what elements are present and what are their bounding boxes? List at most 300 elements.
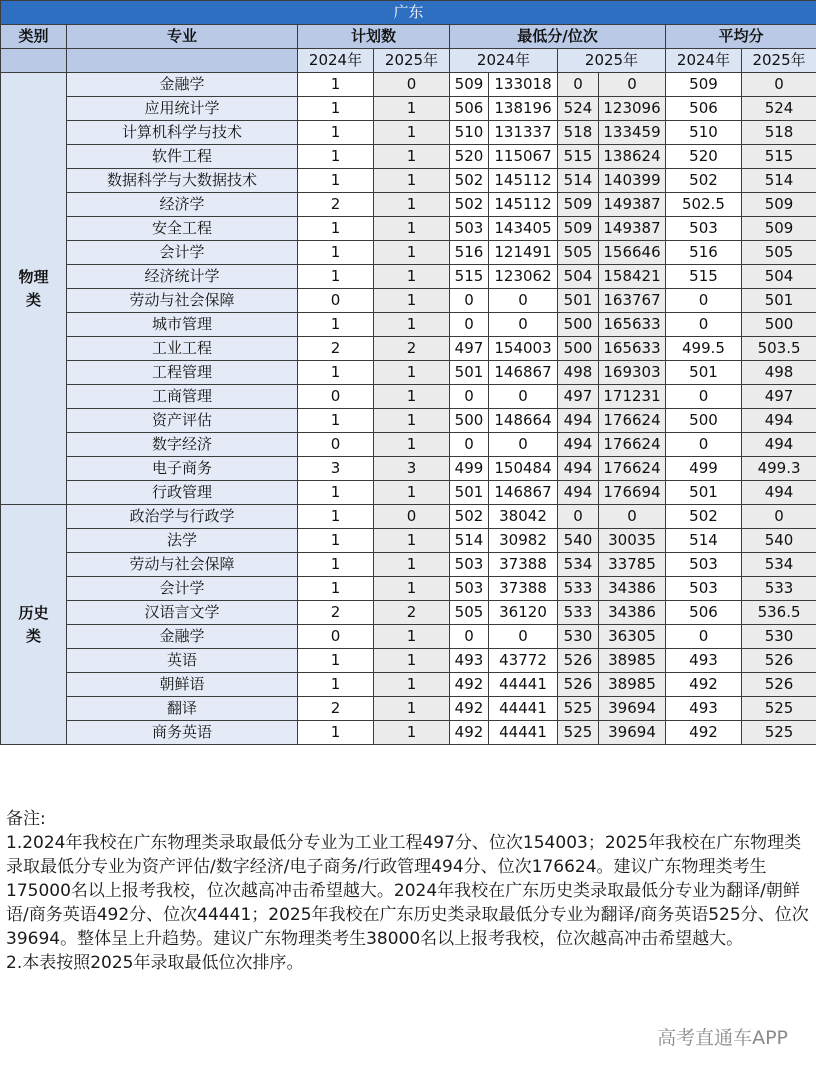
min-score-2025: 504	[558, 265, 599, 289]
min-score-2025: 533	[558, 601, 599, 625]
table-row	[1, 241, 816, 265]
major-name: 电子商务	[67, 457, 298, 481]
min-rank-2024: 145112	[489, 193, 558, 217]
plan-2024: 1	[298, 73, 374, 97]
min-score-2024: 0	[450, 625, 489, 649]
table-row	[1, 337, 816, 361]
plan-2024: 0	[298, 289, 374, 313]
table-row	[1, 601, 816, 625]
min-rank-2025: 36305	[599, 625, 666, 649]
min-rank-2024: 123062	[489, 265, 558, 289]
min-score-2025: 534	[558, 553, 599, 577]
min-rank-2025: 38985	[599, 649, 666, 673]
plan-2025: 0	[374, 505, 450, 529]
plan-2025: 0	[374, 73, 450, 97]
avg-2025: 525	[742, 697, 816, 721]
min-score-2024: 0	[450, 313, 489, 337]
plan-2025: 1	[374, 433, 450, 457]
plan-2024: 1	[298, 265, 374, 289]
subheader-plan-2025: 2025年	[374, 49, 450, 73]
min-rank-2025: 165633	[599, 337, 666, 361]
avg-2025: 497	[742, 385, 816, 409]
avg-2024: 499.5	[666, 337, 742, 361]
table-row	[1, 409, 816, 433]
plan-2025: 2	[374, 601, 450, 625]
avg-2024: 503	[666, 217, 742, 241]
min-rank-2024: 138196	[489, 97, 558, 121]
min-rank-2025: 176624	[599, 409, 666, 433]
avg-2025: 0	[742, 73, 816, 97]
plan-2025: 1	[374, 673, 450, 697]
avg-2024: 493	[666, 649, 742, 673]
min-score-2024: 502	[450, 169, 489, 193]
min-rank-2025: 133459	[599, 121, 666, 145]
major-name: 城市管理	[67, 313, 298, 337]
min-score-2024: 492	[450, 673, 489, 697]
min-score-2024: 510	[450, 121, 489, 145]
min-rank-2025: 163767	[599, 289, 666, 313]
min-score-2025: 509	[558, 217, 599, 241]
avg-2024: 0	[666, 433, 742, 457]
min-rank-2024: 145112	[489, 169, 558, 193]
min-rank-2024: 148664	[489, 409, 558, 433]
avg-2025: 505	[742, 241, 816, 265]
min-score-2025: 494	[558, 481, 599, 505]
min-score-2024: 492	[450, 721, 489, 745]
major-name: 金融学	[67, 625, 298, 649]
major-name: 翻译	[67, 697, 298, 721]
min-rank-2024: 30982	[489, 529, 558, 553]
min-rank-2025: 149387	[599, 193, 666, 217]
min-rank-2024: 150484	[489, 457, 558, 481]
min-rank-2025: 34386	[599, 577, 666, 601]
plan-2024: 1	[298, 721, 374, 745]
major-name: 工商管理	[67, 385, 298, 409]
plan-2024: 1	[298, 577, 374, 601]
plan-2024: 1	[298, 361, 374, 385]
avg-2024: 502	[666, 505, 742, 529]
table-row	[1, 145, 816, 169]
min-rank-2024: 146867	[489, 481, 558, 505]
min-rank-2025: 149387	[599, 217, 666, 241]
major-name: 汉语言文学	[67, 601, 298, 625]
plan-2024: 1	[298, 145, 374, 169]
plan-2025: 1	[374, 145, 450, 169]
plan-2025: 1	[374, 361, 450, 385]
avg-2025: 526	[742, 649, 816, 673]
min-score-2025: 526	[558, 649, 599, 673]
plan-2024: 2	[298, 697, 374, 721]
avg-2025: 515	[742, 145, 816, 169]
plan-2024: 2	[298, 337, 374, 361]
major-name: 数据科学与大数据技术	[67, 169, 298, 193]
major-name: 应用统计学	[67, 97, 298, 121]
min-score-2024: 500	[450, 409, 489, 433]
min-score-2024: 0	[450, 433, 489, 457]
plan-2024: 1	[298, 481, 374, 505]
min-rank-2025: 158421	[599, 265, 666, 289]
major-name: 会计学	[67, 577, 298, 601]
watermark-text: 高考直通车APP	[657, 1027, 788, 1049]
major-name: 行政管理	[67, 481, 298, 505]
min-rank-2025: 0	[599, 73, 666, 97]
table-row	[1, 697, 816, 721]
plan-2025: 1	[374, 265, 450, 289]
table-row	[1, 385, 816, 409]
table-row	[1, 721, 816, 745]
plan-2025: 1	[374, 409, 450, 433]
major-name: 朝鲜语	[67, 673, 298, 697]
min-rank-2025: 123096	[599, 97, 666, 121]
table-title: 广东	[1, 1, 816, 25]
min-score-2024: 499	[450, 457, 489, 481]
avg-2025: 509	[742, 217, 816, 241]
major-name: 工业工程	[67, 337, 298, 361]
table-row	[1, 97, 816, 121]
min-score-2024: 520	[450, 145, 489, 169]
plan-2025: 1	[374, 481, 450, 505]
min-score-2025: 514	[558, 169, 599, 193]
plan-2025: 1	[374, 577, 450, 601]
avg-2024: 501	[666, 361, 742, 385]
plan-2024: 1	[298, 409, 374, 433]
min-rank-2025: 0	[599, 505, 666, 529]
major-name: 工程管理	[67, 361, 298, 385]
avg-2024: 0	[666, 289, 742, 313]
major-name: 金融学	[67, 73, 298, 97]
min-rank-2024: 44441	[489, 673, 558, 697]
plan-2024: 0	[298, 433, 374, 457]
subheader-blank	[67, 49, 298, 73]
table-row	[1, 457, 816, 481]
min-score-2025: 524	[558, 97, 599, 121]
plan-2025: 1	[374, 649, 450, 673]
major-name: 商务英语	[67, 721, 298, 745]
plan-2024: 1	[298, 241, 374, 265]
min-rank-2025: 165633	[599, 313, 666, 337]
table-row	[1, 529, 816, 553]
min-score-2025: 505	[558, 241, 599, 265]
major-name: 数字经济	[67, 433, 298, 457]
plan-2024: 2	[298, 601, 374, 625]
avg-2025: 503.5	[742, 337, 816, 361]
min-score-2025: 0	[558, 505, 599, 529]
avg-2024: 500	[666, 409, 742, 433]
avg-2025: 0	[742, 505, 816, 529]
min-score-2025: 533	[558, 577, 599, 601]
avg-2024: 506	[666, 601, 742, 625]
min-score-2024: 497	[450, 337, 489, 361]
major-name: 英语	[67, 649, 298, 673]
min-score-2025: 526	[558, 673, 599, 697]
table-row	[1, 169, 816, 193]
subheader-blank	[1, 49, 67, 73]
min-score-2024: 509	[450, 73, 489, 97]
min-score-2024: 505	[450, 601, 489, 625]
min-score-2025: 525	[558, 697, 599, 721]
min-score-2025: 501	[558, 289, 599, 313]
plan-2024: 2	[298, 193, 374, 217]
subheader-plan-2024: 2024年	[298, 49, 374, 73]
header-average: 平均分	[666, 25, 816, 49]
plan-2025: 1	[374, 313, 450, 337]
avg-2025: 533	[742, 577, 816, 601]
avg-2025: 498	[742, 361, 816, 385]
plan-2025: 1	[374, 529, 450, 553]
plan-2024: 1	[298, 97, 374, 121]
min-rank-2024: 133018	[489, 73, 558, 97]
header-min-score-rank: 最低分/位次	[450, 25, 666, 49]
plan-2024: 1	[298, 313, 374, 337]
plan-2024: 1	[298, 505, 374, 529]
avg-2024: 492	[666, 673, 742, 697]
plan-2025: 1	[374, 193, 450, 217]
avg-2024: 502.5	[666, 193, 742, 217]
table-row	[1, 481, 816, 505]
min-score-2024: 492	[450, 697, 489, 721]
min-score-2025: 509	[558, 193, 599, 217]
min-score-2024: 0	[450, 385, 489, 409]
min-rank-2024: 121491	[489, 241, 558, 265]
avg-2025: 524	[742, 97, 816, 121]
min-rank-2024: 44441	[489, 721, 558, 745]
min-rank-2024: 38042	[489, 505, 558, 529]
avg-2025: 499.3	[742, 457, 816, 481]
plan-2025: 1	[374, 121, 450, 145]
min-rank-2025: 38985	[599, 673, 666, 697]
header-category: 类别	[1, 25, 67, 49]
min-score-2025: 518	[558, 121, 599, 145]
avg-2024: 514	[666, 529, 742, 553]
min-rank-2024: 0	[489, 433, 558, 457]
min-rank-2024: 0	[489, 289, 558, 313]
min-score-2024: 514	[450, 529, 489, 553]
table-row	[1, 649, 816, 673]
avg-2024: 516	[666, 241, 742, 265]
plan-2024: 1	[298, 673, 374, 697]
subheader-min-2025: 2025年	[558, 49, 666, 73]
avg-2024: 502	[666, 169, 742, 193]
min-rank-2024: 0	[489, 313, 558, 337]
min-score-2025: 500	[558, 313, 599, 337]
avg-2024: 515	[666, 265, 742, 289]
min-rank-2025: 39694	[599, 697, 666, 721]
min-rank-2024: 0	[489, 625, 558, 649]
min-rank-2025: 30035	[599, 529, 666, 553]
notes-heading: 备注:	[6, 809, 46, 829]
min-score-2025: 497	[558, 385, 599, 409]
major-name: 劳动与社会保障	[67, 553, 298, 577]
min-score-2025: 0	[558, 73, 599, 97]
min-rank-2025: 156646	[599, 241, 666, 265]
min-score-2024: 515	[450, 265, 489, 289]
plan-2024: 0	[298, 625, 374, 649]
avg-2025: 500	[742, 313, 816, 337]
major-name: 计算机科学与技术	[67, 121, 298, 145]
min-score-2024: 503	[450, 577, 489, 601]
plan-2025: 1	[374, 217, 450, 241]
min-rank-2025: 34386	[599, 601, 666, 625]
min-rank-2025: 138624	[599, 145, 666, 169]
min-score-2024: 502	[450, 505, 489, 529]
table-row	[1, 553, 816, 577]
min-score-2025: 540	[558, 529, 599, 553]
plan-2024: 1	[298, 217, 374, 241]
avg-2024: 0	[666, 625, 742, 649]
plan-2025: 1	[374, 289, 450, 313]
plan-2024: 1	[298, 553, 374, 577]
avg-2025: 518	[742, 121, 816, 145]
plan-2024: 1	[298, 649, 374, 673]
avg-2024: 499	[666, 457, 742, 481]
notes-item-1: 1.2024年我校在广东物理类录取最低分专业为工业工程497分、位次154003；2025年我校在广东物理类录取最低分专业为资产评估/数字经济/电子商务/行政管理494分、位次176624。建议广东物理类考生175000名以上报考我校，位次越高冲击希望越大。2024年我校在广东历史类录取最低分专业为翻译/朝鲜语/商务英语492分、位次44441；2025年我校在广东历史类录取最低分专业为翻译/商务英语525分、位次39694。整体呈上升趋势。建议广东物理类考生38000名以上报考我校，位次越高冲击希望越大。	[6, 833, 809, 949]
notes-section	[6, 807, 812, 975]
major-name: 政治学与行政学	[67, 505, 298, 529]
avg-2024: 503	[666, 553, 742, 577]
avg-2024: 0	[666, 385, 742, 409]
table-row	[1, 673, 816, 697]
min-score-2025: 530	[558, 625, 599, 649]
min-score-2025: 498	[558, 361, 599, 385]
min-score-2024: 493	[450, 649, 489, 673]
notes-item-2: 2.本表按照2025年录取最低位次排序。	[6, 953, 304, 973]
avg-2025: 504	[742, 265, 816, 289]
avg-2024: 520	[666, 145, 742, 169]
min-rank-2024: 146867	[489, 361, 558, 385]
min-score-2024: 506	[450, 97, 489, 121]
avg-2025: 494	[742, 409, 816, 433]
plan-2025: 1	[374, 241, 450, 265]
major-name: 安全工程	[67, 217, 298, 241]
avg-2024: 0	[666, 313, 742, 337]
major-name: 经济学	[67, 193, 298, 217]
plan-2025: 2	[374, 337, 450, 361]
avg-2024: 503	[666, 577, 742, 601]
avg-2025: 514	[742, 169, 816, 193]
category-label: 物理类	[18, 267, 49, 309]
plan-2025: 1	[374, 385, 450, 409]
plan-2024: 1	[298, 529, 374, 553]
plan-2024: 0	[298, 385, 374, 409]
avg-2025: 501	[742, 289, 816, 313]
min-score-2025: 494	[558, 433, 599, 457]
table-row	[1, 289, 816, 313]
table-row	[1, 265, 816, 289]
min-score-2024: 503	[450, 217, 489, 241]
plan-2025: 1	[374, 697, 450, 721]
min-rank-2024: 143405	[489, 217, 558, 241]
min-score-2025: 494	[558, 409, 599, 433]
plan-2024: 3	[298, 457, 374, 481]
table-row	[1, 505, 816, 529]
plan-2025: 1	[374, 721, 450, 745]
min-score-2024: 516	[450, 241, 489, 265]
avg-2025: 526	[742, 673, 816, 697]
major-name: 经济统计学	[67, 265, 298, 289]
major-name: 法学	[67, 529, 298, 553]
table-row	[1, 433, 816, 457]
avg-2024: 501	[666, 481, 742, 505]
min-rank-2024: 43772	[489, 649, 558, 673]
min-score-2024: 501	[450, 481, 489, 505]
avg-2025: 525	[742, 721, 816, 745]
min-rank-2024: 131337	[489, 121, 558, 145]
subheader-avg-2025: 2025年	[742, 49, 816, 73]
table-row	[1, 625, 816, 649]
major-name: 会计学	[67, 241, 298, 265]
category-cell	[1, 73, 67, 505]
min-score-2024: 501	[450, 361, 489, 385]
subheader-min-2024: 2024年	[450, 49, 558, 73]
min-score-2024: 502	[450, 193, 489, 217]
table-row	[1, 121, 816, 145]
min-rank-2024: 0	[489, 385, 558, 409]
subheader-avg-2024: 2024年	[666, 49, 742, 73]
table-row	[1, 73, 816, 97]
min-score-2025: 515	[558, 145, 599, 169]
plan-2025: 1	[374, 625, 450, 649]
min-rank-2025: 171231	[599, 385, 666, 409]
plan-2025: 1	[374, 97, 450, 121]
min-rank-2025: 39694	[599, 721, 666, 745]
plan-2025: 1	[374, 553, 450, 577]
plan-2024: 1	[298, 121, 374, 145]
header-major: 专业	[67, 25, 298, 49]
min-rank-2024: 37388	[489, 577, 558, 601]
avg-2025: 509	[742, 193, 816, 217]
avg-2025: 534	[742, 553, 816, 577]
avg-2024: 493	[666, 697, 742, 721]
min-rank-2025: 176624	[599, 457, 666, 481]
min-rank-2025: 176624	[599, 433, 666, 457]
major-name: 劳动与社会保障	[67, 289, 298, 313]
avg-2024: 510	[666, 121, 742, 145]
min-score-2024: 503	[450, 553, 489, 577]
min-rank-2024: 44441	[489, 697, 558, 721]
avg-2025: 536.5	[742, 601, 816, 625]
avg-2024: 506	[666, 97, 742, 121]
header-plan: 计划数	[298, 25, 450, 49]
major-name: 资产评估	[67, 409, 298, 433]
plan-2024: 1	[298, 169, 374, 193]
plan-2025: 1	[374, 169, 450, 193]
plan-2025: 3	[374, 457, 450, 481]
min-rank-2025: 33785	[599, 553, 666, 577]
avg-2025: 540	[742, 529, 816, 553]
min-score-2025: 500	[558, 337, 599, 361]
avg-2024: 509	[666, 73, 742, 97]
avg-2025: 494	[742, 433, 816, 457]
min-rank-2024: 37388	[489, 553, 558, 577]
table-row	[1, 313, 816, 337]
min-rank-2024: 36120	[489, 601, 558, 625]
table-row	[1, 193, 816, 217]
min-score-2024: 0	[450, 289, 489, 313]
min-rank-2025: 140399	[599, 169, 666, 193]
min-score-2025: 494	[558, 457, 599, 481]
avg-2025: 494	[742, 481, 816, 505]
min-rank-2024: 115067	[489, 145, 558, 169]
category-cell	[1, 505, 67, 745]
min-score-2025: 525	[558, 721, 599, 745]
min-rank-2025: 176694	[599, 481, 666, 505]
table-row	[1, 217, 816, 241]
avg-2025: 530	[742, 625, 816, 649]
min-rank-2024: 154003	[489, 337, 558, 361]
category-label: 历史类	[18, 603, 49, 645]
major-name: 软件工程	[67, 145, 298, 169]
min-rank-2025: 169303	[599, 361, 666, 385]
